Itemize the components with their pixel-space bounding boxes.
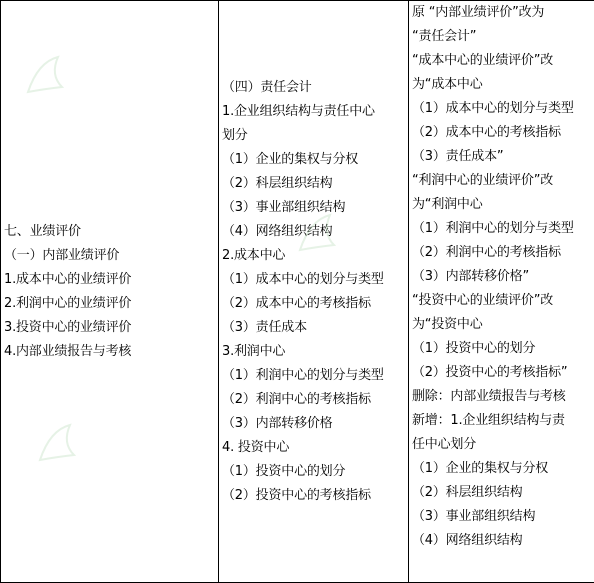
cell-line: 删除：内部业绩报告与考核 — [412, 389, 566, 404]
cell-line: “成本中心的业绩评价”改 — [412, 53, 554, 68]
cell-line: 任中心划分 — [412, 437, 477, 452]
cell-line: 为“成本中心 — [412, 77, 483, 92]
cell-line: 2.成本中心 — [222, 247, 286, 263]
cell-line: “责任会计” — [412, 29, 477, 44]
cell-line: （1）企业的集权与分权 — [222, 151, 359, 167]
cell-line: （2）利润中心的考核指标 — [412, 245, 561, 260]
cell-line: 为“利润中心 — [412, 197, 483, 212]
cell-line: （1）利润中心的划分与类型 — [412, 221, 574, 236]
cell-line: 2.利润中心的业绩评价 — [4, 295, 132, 311]
cell-line: （1）成本中心的划分与类型 — [412, 101, 574, 116]
cell-line: （1）企业的集权与分权 — [412, 461, 549, 476]
cell-line: （1）成本中心的划分与类型 — [222, 271, 384, 287]
change-notes-cell — [409, 1, 594, 583]
cell-line: 3.利润中心 — [222, 343, 286, 359]
cell-line: （4）网络组织结构 — [222, 223, 333, 239]
cell-line: （2）投资中心的考核指标 — [222, 487, 371, 503]
cell-line: 4.内部业绩报告与考核 — [4, 343, 132, 359]
cell-line: 划分 — [222, 127, 248, 143]
cell-line: （2）科层组织结构 — [222, 175, 333, 191]
cell-line: “投资中心的业绩评价”改 — [412, 293, 554, 308]
cell-line: 4. 投资中心 — [222, 439, 290, 455]
cell-line: “利润中心的业绩评价”改 — [412, 173, 554, 188]
cell-line: 新增：1.企业组织结构与责 — [412, 413, 565, 428]
cell-line: 七、业绩评价 — [4, 223, 81, 239]
cell-line: 为“投资中心 — [412, 317, 483, 332]
cell-line: （2）成本中心的考核指标 — [412, 125, 561, 140]
cell-line: 1.企业组织结构与责任中心 — [222, 103, 375, 119]
cell-line: （3）责任成本” — [412, 149, 504, 164]
old-syllabus-cell — [1, 1, 219, 583]
cell-line: （一）内部业绩评价 — [4, 247, 120, 263]
cell-line: （4）网络组织结构 — [412, 533, 523, 548]
cell-line: （2）投资中心的考核指标” — [412, 365, 568, 380]
cell-line: （3）内部转移价格 — [222, 415, 333, 431]
cell-line: 原 “内部业绩评价”改为 — [412, 5, 545, 20]
cell-line: （3）内部转移价格” — [412, 269, 530, 284]
new-syllabus-cell — [219, 1, 409, 583]
cell-line: （3）责任成本 — [222, 319, 307, 335]
table-row — [1, 1, 594, 583]
cell-line: （2）利润中心的考核指标 — [222, 391, 371, 407]
cell-line: （3）事业部组织结构 — [412, 509, 536, 524]
cell-line: （四）责任会计 — [222, 79, 312, 95]
cell-line: （2）科层组织结构 — [412, 485, 523, 500]
cell-line: 3.投资中心的业绩评价 — [4, 319, 132, 335]
cell-line: （3）事业部组织结构 — [222, 199, 346, 215]
cell-line: （1）投资中心的划分 — [222, 463, 346, 479]
cell-line: （2）成本中心的考核指标 — [222, 295, 371, 311]
cell-line: 1.成本中心的业绩评价 — [4, 271, 132, 287]
cell-line: （1）利润中心的划分与类型 — [222, 367, 384, 383]
cell-line: （1）投资中心的划分 — [412, 341, 536, 356]
